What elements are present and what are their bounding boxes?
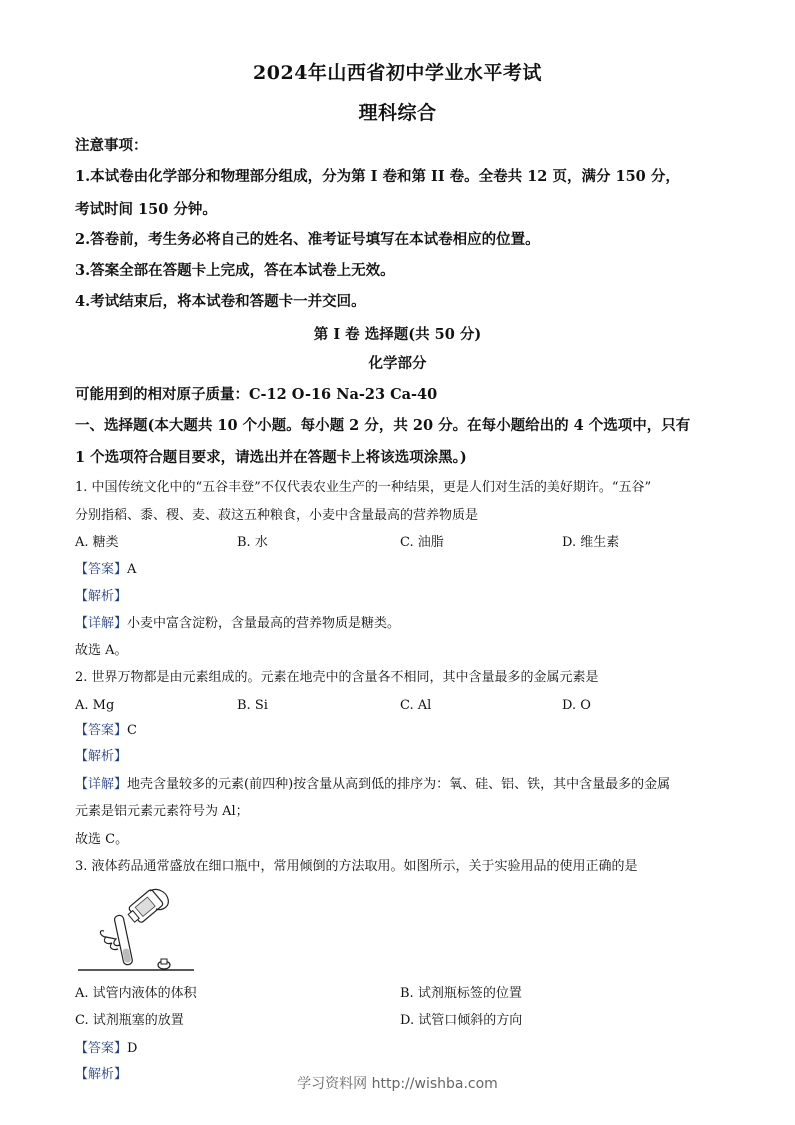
- notice-item-1-line-1: 1.本试卷由化学部分和物理部分组成，分为第 I 卷和第 II 卷。全卷共 12 页，满分 150 分，: [75, 168, 680, 185]
- q2-conclusion: 故选 C。: [75, 832, 129, 847]
- atomic-masses: 可能用到的相对原子质量：C-12 O-16 Na-23 Ca-40: [75, 386, 438, 403]
- q2-answer-value: C: [127, 723, 137, 738]
- q1-option-a: A. 糖类: [75, 535, 119, 550]
- detail-tag: 【详解】: [75, 616, 128, 631]
- q3-option-b: B. 试剂瓶标签的位置: [400, 986, 522, 1001]
- q3-answer: 【答案】D: [75, 1041, 138, 1056]
- q1-analysis-tag: 【解析】: [75, 589, 128, 604]
- notice-item-4: 4.考试结束后，将本试卷和答题卡一并交回。: [75, 293, 366, 310]
- q2-detail-line-1: 【详解】地壳含量较多的元素(前四种)按含量从高到低的排序为：氧、硅、铝、铁，其中含量最多的金属: [75, 777, 671, 792]
- notice-heading: 注意事项：: [75, 137, 148, 154]
- q2-option-d: D. O: [562, 698, 591, 713]
- q3-option-d: D. 试管口倾斜的方向: [400, 1013, 523, 1028]
- q3-answer-value: D: [127, 1041, 138, 1056]
- pouring-liquid-figure: [76, 885, 196, 975]
- notice-item-2: 2.答卷前，考生务必将自己的姓名、准考证号填写在本试卷相应的位置。: [75, 231, 540, 248]
- section-instruction-line-1: 一、选择题(本大题共 10 个小题。每小题 2 分，共 20 分。在每小题给出的 4 个选项中，只有: [75, 417, 691, 434]
- q2-detail-line-2: 元素是铝元素元素符号为 Al；: [75, 804, 249, 819]
- q2-option-a: A. Mg: [75, 698, 115, 713]
- exam-subtitle: 理科综合: [358, 102, 437, 124]
- q2-analysis-tag: 【解析】: [75, 749, 128, 764]
- q2-option-c: C. Al: [400, 698, 432, 713]
- exam-title: 2024年山西省初中学业水平考试: [253, 62, 542, 84]
- q1-conclusion: 故选 A。: [75, 643, 128, 658]
- q1-option-c: C. 油脂: [400, 535, 444, 550]
- notice-item-3: 3.答案全部在答题卡上完成，答在本试卷上无效。: [75, 262, 395, 279]
- paper-title: 第 I 卷 选择题(共 50 分): [313, 326, 482, 343]
- section-instruction-line-2: 1 个选项符合题目要求，请选出并在答题卡上将该选项涂黑。): [75, 449, 467, 466]
- part-title: 化学部分: [368, 355, 427, 372]
- q1-detail: 【详解】小麦中富含淀粉，含量最高的营养物质是糖类。: [75, 616, 401, 631]
- q3-option-c: C. 试剂瓶塞的放置: [75, 1013, 184, 1028]
- q3-option-a: A. 试管内液体的体积: [75, 986, 197, 1001]
- q2-answer: 【答案】C: [75, 723, 137, 738]
- q3-analysis-tag: 【解析】: [75, 1067, 128, 1082]
- notice-item-1-line-2: 考试时间 150 分钟。: [75, 201, 217, 218]
- answer-tag: 【答案】: [75, 562, 128, 577]
- q1-answer: [75, 561, 725, 579]
- footer-watermark: 学习资料网 http://wishba.com: [297, 1076, 498, 1092]
- q1-stem-line-2: 分别指稻、黍、稷、麦、菽这五种粮食，小麦中含量最高的营养物质是: [75, 508, 479, 523]
- q1-option-b: B. 水: [237, 535, 268, 550]
- q1-option-d: D. 维生素: [562, 535, 620, 550]
- q1-answer-value: A: [127, 562, 137, 577]
- q1-stem-line-1: 1. 中国传统文化中的“五谷丰登”不仅代表农业生产的一种结果，更是人们对生活的美好期许。“五谷”: [75, 480, 652, 495]
- q2-stem: 2. 世界万物都是由元素组成的。元素在地壳中的含量各不相同，其中含量最多的金属元素是: [75, 670, 599, 685]
- q2-option-b: B. Si: [237, 698, 268, 713]
- q3-stem: 3. 液体药品通常盛放在细口瓶中，常用倾倒的方法取用。如图所示，关于实验用品的使用正确的是: [75, 859, 638, 874]
